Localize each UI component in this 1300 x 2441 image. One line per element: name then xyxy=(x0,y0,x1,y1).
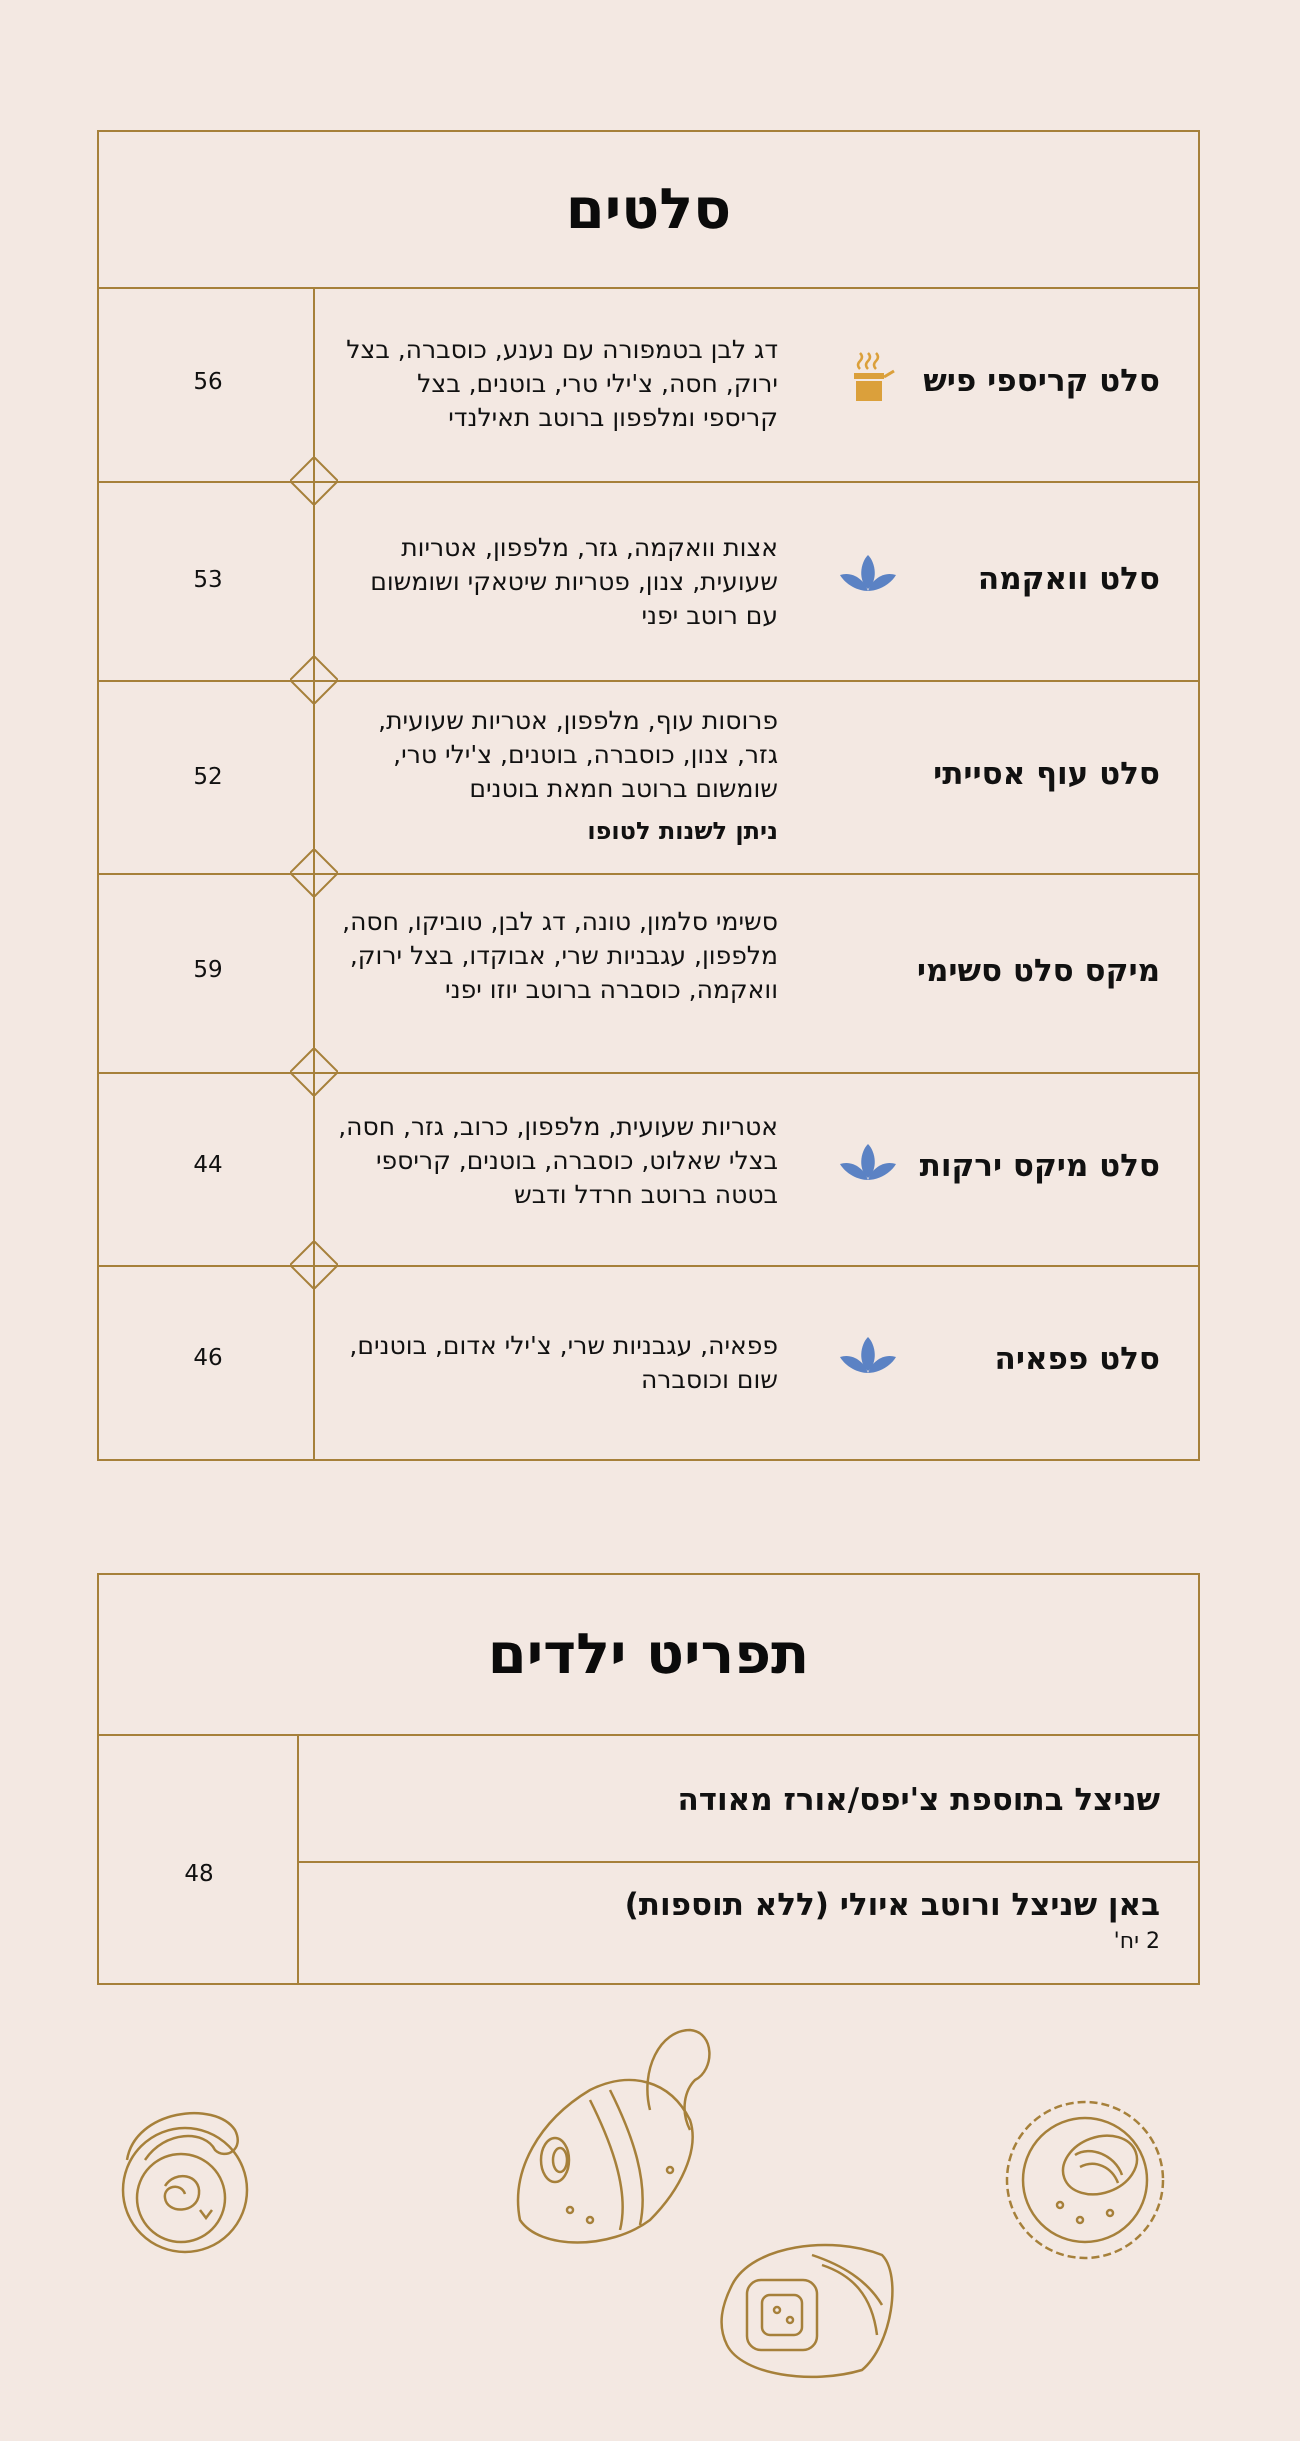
item-description xyxy=(338,704,778,848)
vegan-leaf-icon xyxy=(838,1327,898,1387)
diamond-ornament-icon xyxy=(290,656,338,704)
diamond-ornament-icon xyxy=(290,849,338,897)
item-description: פפאיה, עגבניות שרי, צ'ילי אדום, בוטנים, שום וכוסברה xyxy=(349,1331,778,1394)
item-name: שניצל בתוספת צ'יפס/אורז מאודה xyxy=(677,1782,1160,1818)
spicy-pot-icon xyxy=(838,347,898,407)
kids-item xyxy=(299,1863,1198,1983)
sushi-piece-illustration xyxy=(712,2225,902,2385)
menu-item xyxy=(99,680,1198,875)
menu-item xyxy=(99,287,1198,483)
item-name: סלט עוף אסייתי xyxy=(933,756,1160,792)
item-name: מיקס סלט סשימי xyxy=(916,953,1160,989)
item-name: סלט קריספי פיש xyxy=(923,363,1160,399)
item-name: באן שניצל ורוטב איולי (ללא תוספות) xyxy=(624,1887,1160,1923)
kids-title: תפריט ילדים xyxy=(99,1575,1198,1736)
item-description-text: פרוסות עוף, מלפפון, אטריות שעועית, גזר, צנון, כוסברה, בוטנים, צ'ילי טרי, שומשום ברוטב חמאת בוטנים xyxy=(378,706,778,803)
item-price: 56 xyxy=(193,369,223,395)
salads-section xyxy=(97,130,1200,1461)
kids-item xyxy=(299,1734,1198,1863)
menu-item xyxy=(99,1265,1198,1461)
item-name: סלט מיקס ירקות xyxy=(919,1148,1160,1184)
item-description: סשימי סלמון, טונה, דג לבן, טוביקו, חסה, מלפפון, עגבניות שרי, אבוקדו, בצל ירוק, וואקמה, כוסברה ברוטב יוזו יפני xyxy=(342,907,778,1004)
diamond-ornament-icon xyxy=(290,457,338,505)
menu-item xyxy=(99,1072,1198,1267)
vegan-leaf-icon xyxy=(838,545,898,605)
maki-roll-illustration xyxy=(1000,2095,1170,2265)
item-note: ניתן לשנות לטופו xyxy=(587,817,778,845)
diamond-ornament-icon xyxy=(290,1048,338,1096)
item-description: אטריות שעועית, מלפפון, כרוב, גזר, חסה, בצלי שאלוט, כוסברה, בוטנים, קריספי בטטה ברוטב חרדל ודבש xyxy=(338,1112,778,1209)
kids-section xyxy=(97,1573,1200,1985)
menu-item xyxy=(99,481,1198,682)
item-description: אצות וואקמה, גזר, מלפפון, אטריות שעועית, צנון, פטריות שיטאקי ושומשום עם רוטב יפני xyxy=(370,533,778,630)
item-name: סלט פפאיה xyxy=(994,1341,1160,1377)
menu-item xyxy=(99,873,1198,1074)
item-price: 59 xyxy=(193,957,223,983)
item-price: 53 xyxy=(193,567,223,593)
vegan-leaf-icon xyxy=(838,1134,898,1194)
item-price: 44 xyxy=(193,1152,223,1178)
item-name: סלט וואקמה xyxy=(977,561,1160,597)
sushi-roll-illustration xyxy=(105,2090,265,2260)
kids-price: 48 xyxy=(184,1861,214,1887)
item-price: 52 xyxy=(193,764,223,790)
item-price: 46 xyxy=(193,1345,223,1371)
item-description: דג לבן בטמפורה עם נענע, כוסברה, בצל ירוק, חסה, צ'ילי טרי, בוטנים, בצל קריספי ומלפפון ברוטב תאילנדי xyxy=(346,335,778,432)
hand-roll-illustration xyxy=(500,2020,720,2250)
diamond-ornament-icon xyxy=(290,1241,338,1289)
item-quantity: 2 יח' xyxy=(1113,1929,1160,1954)
salads-title: סלטים xyxy=(99,132,1198,289)
